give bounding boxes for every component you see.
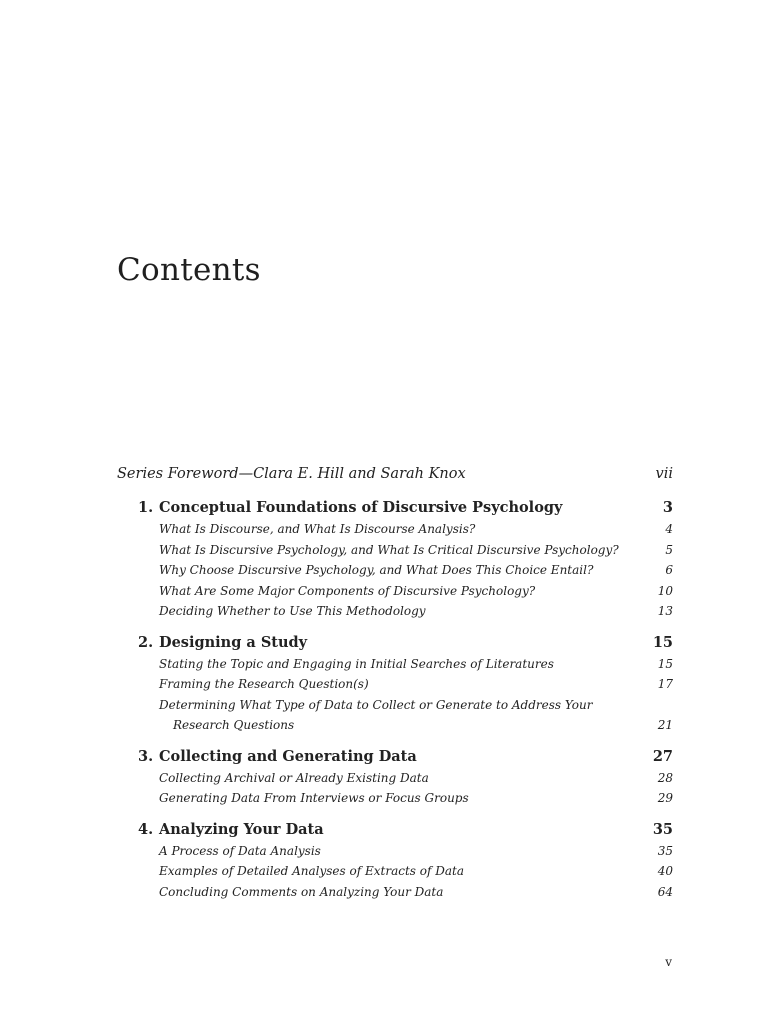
chapter-4 <box>117 821 673 906</box>
chapter-number: 1. <box>138 499 154 516</box>
section-title: Deciding Whether to Use This Methodology <box>159 604 426 618</box>
foreword-page-number: vii <box>655 466 673 482</box>
section-entry[interactable] <box>117 844 673 865</box>
section-page-number: 40 <box>657 864 673 878</box>
chapter-page-number: 35 <box>652 820 673 838</box>
section-title: What Are Some Major Components of Discursive Psychology? <box>159 583 536 598</box>
section-title: Why Choose Discursive Psychology, and What Does This Choice Entail? <box>159 563 594 577</box>
toc-entry-foreword[interactable] <box>117 466 673 490</box>
page-folio: v <box>665 955 672 969</box>
section-page-number: 5 <box>665 542 673 557</box>
section-title-line-1: Determining What Type of Data to Collect or Generate to Address Your <box>159 697 593 712</box>
chapter-page-number: 15 <box>652 633 673 651</box>
section-page-number: 13 <box>657 604 673 618</box>
section-title: Collecting Archival or Already Existing Data <box>159 770 429 785</box>
section-page-number: 4 <box>665 522 673 536</box>
section-title: What Is Discourse, and What Is Discourse Analysis? <box>159 522 476 536</box>
section-entry[interactable] <box>117 522 673 543</box>
section-entry[interactable] <box>117 791 673 812</box>
section-title: Framing the Research Question(s) <box>159 677 369 691</box>
section-title: Stating the Topic and Engaging in Initial Searches of Literatures <box>159 656 554 671</box>
section-page-number: 28 <box>657 770 673 785</box>
section-entry[interactable] <box>117 584 673 605</box>
chapter-3 <box>117 748 673 812</box>
chapter-number: 4. <box>138 820 154 838</box>
chapter-2 <box>117 634 673 739</box>
section-entry[interactable] <box>117 657 673 678</box>
section-page-number: 21 <box>657 718 673 732</box>
section-title-line-2: Research Questions <box>173 718 295 732</box>
section-title: What Is Discursive Psychology, and What Is Critical Discursive Psychology? <box>159 542 619 557</box>
chapter-title: Analyzing Your Data <box>159 820 324 838</box>
section-entry[interactable] <box>117 771 673 792</box>
chapter-heading[interactable] <box>117 748 673 771</box>
section-page-number: 29 <box>657 791 673 805</box>
section-title: Generating Data From Interviews or Focus Groups <box>159 791 469 805</box>
chapter-title: Conceptual Foundations of Discursive Psychology <box>159 499 563 516</box>
chapter-number: 3. <box>138 747 154 765</box>
chapter-page-number: 3 <box>662 499 673 516</box>
section-page-number: 6 <box>665 563 673 577</box>
chapter-page-number: 27 <box>652 747 673 765</box>
section-entry[interactable] <box>117 885 673 906</box>
section-title: Examples of Detailed Analyses of Extracts of Data <box>159 864 464 878</box>
section-page-number: 10 <box>657 583 673 598</box>
section-entry[interactable] <box>117 604 673 625</box>
chapter-1 <box>117 499 673 625</box>
section-title: Concluding Comments on Analyzing Your Data <box>159 884 444 899</box>
page-title: Contents <box>117 252 261 288</box>
section-page-number: 17 <box>657 677 673 691</box>
section-page-number: 15 <box>657 656 673 671</box>
section-title: A Process of Data Analysis <box>159 843 321 858</box>
chapter-heading[interactable] <box>117 821 673 844</box>
foreword-title: Series Foreword—Clara E. Hill and Sarah Knox <box>117 466 466 482</box>
chapter-number: 2. <box>138 633 154 651</box>
chapter-title: Designing a Study <box>159 633 308 651</box>
section-page-number: 64 <box>657 884 673 899</box>
chapter-heading[interactable] <box>117 499 673 522</box>
section-page-number: 35 <box>657 843 673 858</box>
section-entry[interactable] <box>117 698 673 739</box>
section-entry[interactable] <box>117 543 673 564</box>
table-of-contents <box>117 466 673 905</box>
chapter-heading[interactable] <box>117 634 673 657</box>
section-entry[interactable] <box>117 563 673 584</box>
section-entry[interactable] <box>117 864 673 885</box>
chapter-title: Collecting and Generating Data <box>159 747 417 765</box>
section-entry[interactable] <box>117 677 673 698</box>
